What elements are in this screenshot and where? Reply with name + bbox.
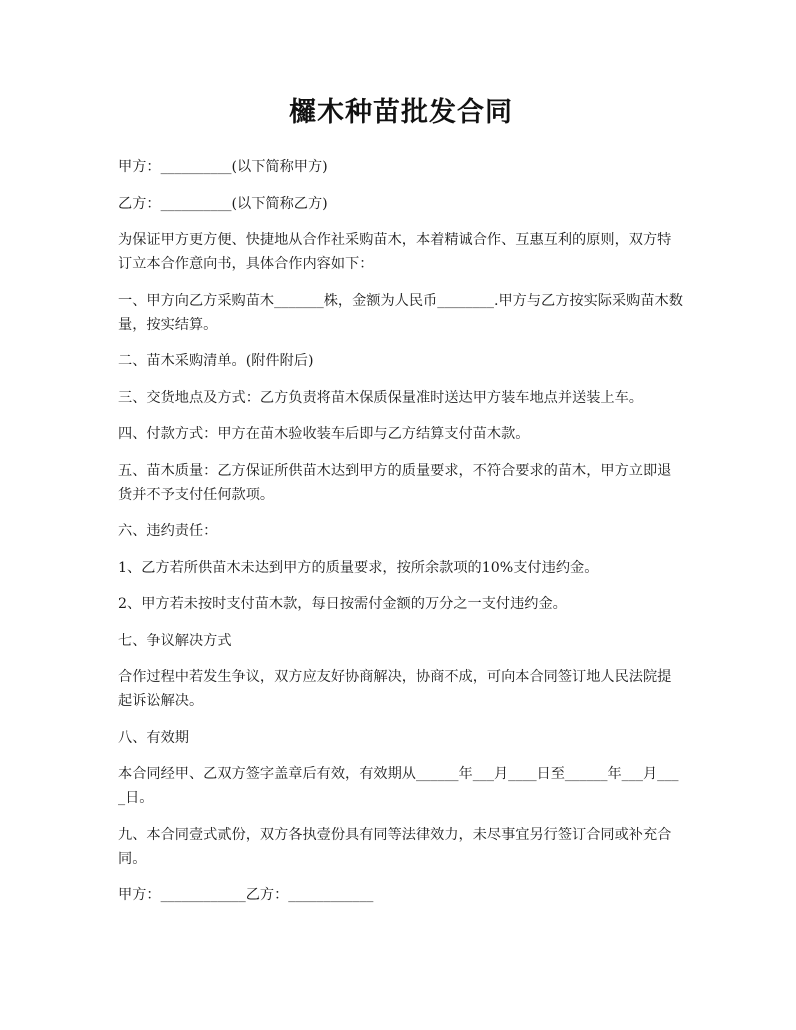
clause-6-item-2: 2、甲方若未按时支付苗木款，每日按需付金额的万分之一支付违约金。 — [118, 596, 567, 612]
clause-2-list: 二、苗木采购清单。(附件附后) — [118, 353, 314, 369]
clause-8-body: 本合同经甲、乙双方签字盖章后有效，有效期从______年___月____日至______年___月____日。 — [118, 766, 679, 806]
contract-page — [118, 90, 684, 920]
document-title: 欏木种苗批发合同 — [289, 97, 513, 128]
signature-line: 甲方：____________乙方：____________ — [118, 887, 374, 903]
clause-7-body: 合作过程中若发生争议，双方应友好协商解决，协商不成，可向本合同签订地人民法院提起诉讼解决。 — [118, 669, 672, 709]
clause-6-item-1: 1、乙方若所供苗木未达到甲方的质量要求，按所余款项的10%支付违约金。 — [118, 559, 599, 576]
party-a-line: 甲方：__________(以下简称甲方) — [118, 159, 328, 175]
preamble-paragraph: 为保证甲方更方便、快捷地从合作社采购苗木，本着精诚合作、互惠互利的原则，双方特订立本合作意向书，具体合作内容如下： — [118, 232, 672, 272]
clause-3-delivery: 三、交货地点及方式：乙方负责将苗木保质保量准时送达甲方装车地点并送装上车。 — [118, 389, 643, 406]
clause-1-purchase: 一、甲方向乙方采购苗木_______株，金额为人民币________.甲方与乙方按实际采购苗木数量，按实结算。 — [118, 292, 683, 333]
clause-9-body: 九、本合同壹式贰份，双方各执壹份具有同等法律效力，未尽事宜另行签订合同或补充合同。 — [118, 826, 672, 867]
clause-6-heading: 六、违约责任： — [118, 523, 218, 539]
clause-5-quality: 五、苗木质量：乙方保证所供苗木达到甲方的质量要求，不符合要求的苗木，甲方立即退货并不予支付任何款项。 — [118, 462, 672, 503]
party-b-line: 乙方：__________(以下简称乙方) — [118, 195, 328, 212]
clause-4-payment: 四、付款方式：甲方在苗木验收装车后即与乙方结算支付苗木款。 — [118, 426, 530, 442]
clause-7-heading: 七、争议解决方式 — [118, 632, 232, 649]
clause-8-heading: 八、有效期 — [118, 729, 189, 746]
